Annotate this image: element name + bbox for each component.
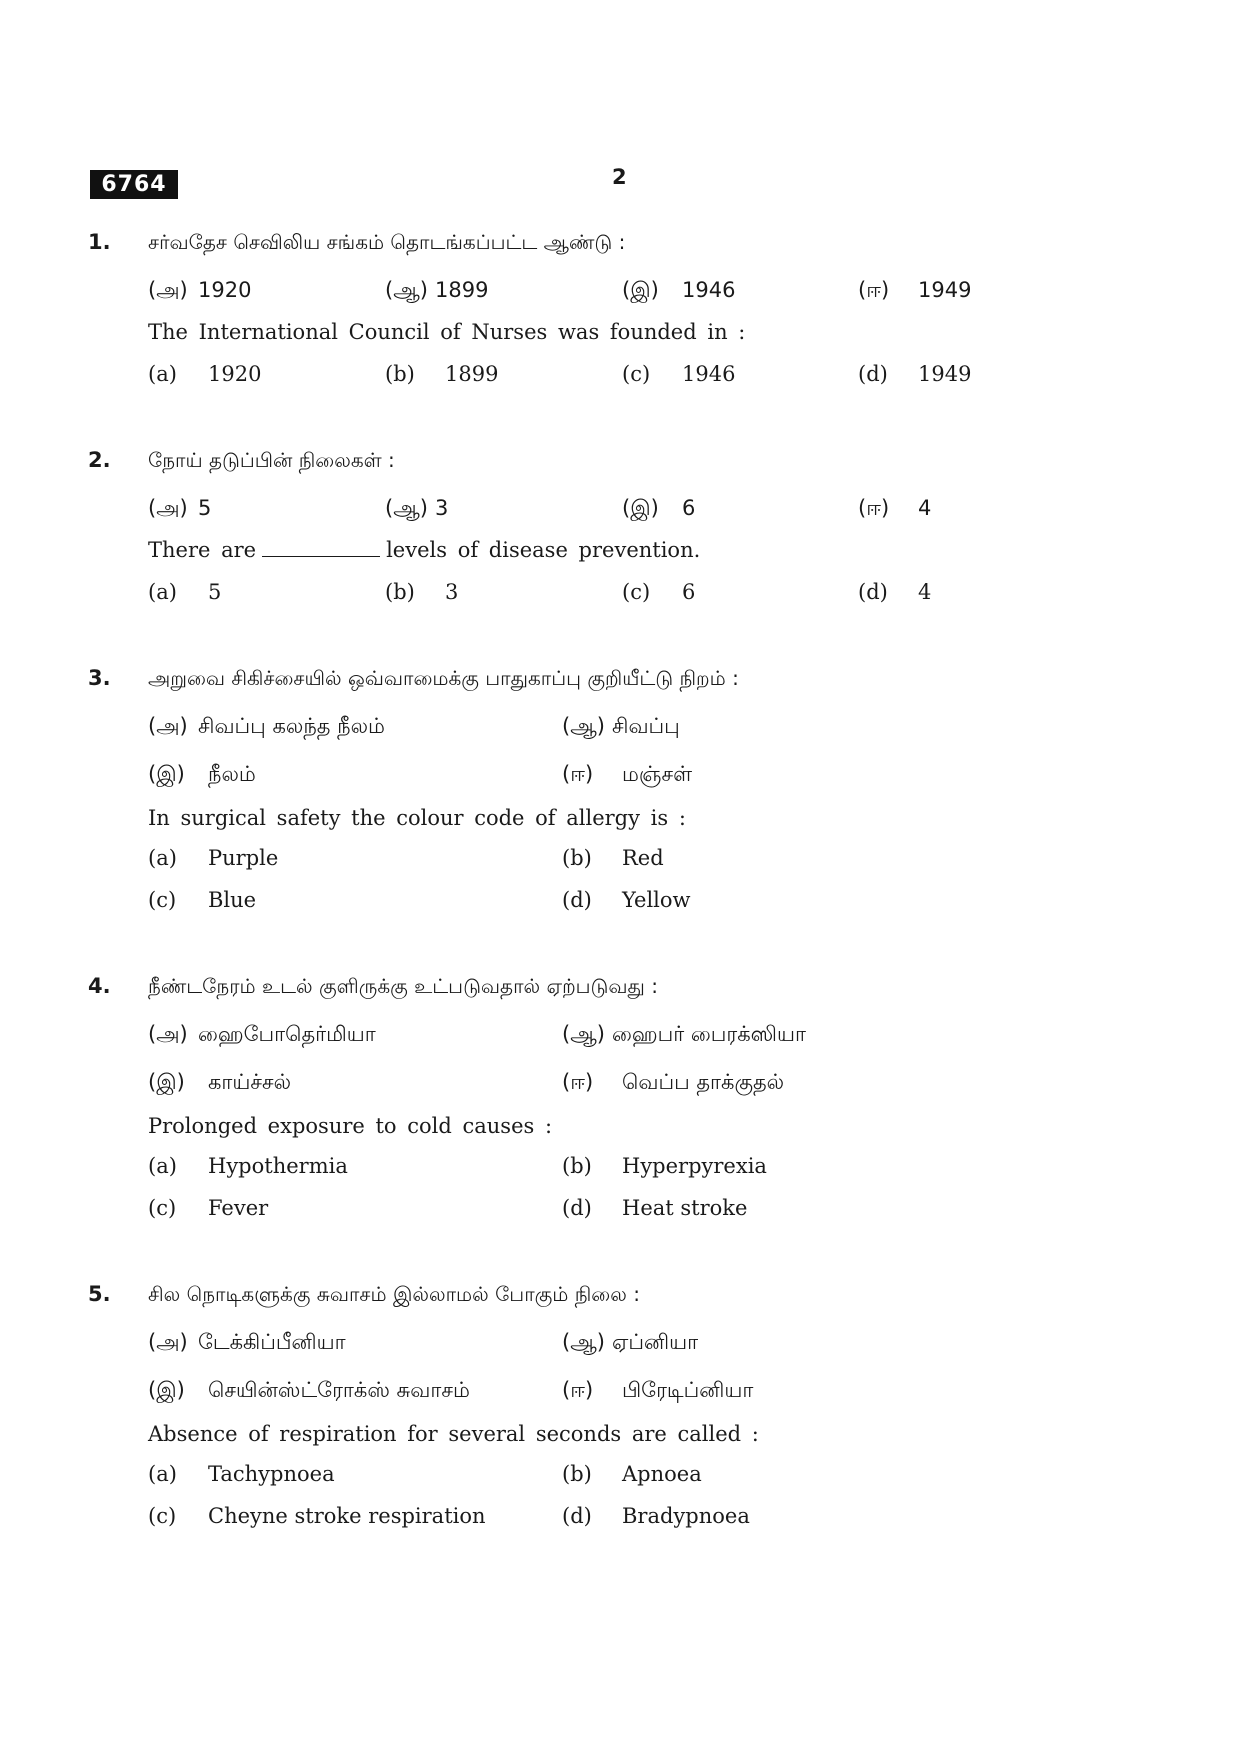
tamil-option-d: (ஈ) மஞ்சள் bbox=[562, 762, 693, 786]
tamil-option-c: (இ) காய்ச்சல் bbox=[148, 1070, 292, 1094]
tamil-option-c: (இ) நீலம் bbox=[148, 762, 256, 786]
option-c: (c) Blue bbox=[148, 888, 257, 912]
question-english-stem: Prolonged exposure to cold causes : bbox=[148, 1114, 553, 1138]
question-tamil-stem: நோய் தடுப்பின் நிலைகள் : bbox=[148, 448, 395, 472]
tamil-option-a: (அ) 5 bbox=[148, 496, 212, 520]
option-a: (a) 1920 bbox=[148, 362, 262, 386]
paper-code: 6764 bbox=[90, 170, 178, 199]
tamil-option-a: (அ) ஹைபோதெர்மியா bbox=[148, 1022, 376, 1046]
question-tamil-stem: சில நொடிகளுக்கு சுவாசம் இல்லாமல் போகும் நிலை : bbox=[148, 1282, 640, 1306]
tamil-option-c: (இ) 1946 bbox=[622, 278, 736, 302]
option-a: (a) Tachypnoea bbox=[148, 1462, 335, 1486]
question-number: 3. bbox=[88, 666, 111, 690]
option-b: (b) Apnoea bbox=[562, 1462, 702, 1486]
tamil-option-b: (ஆ) ஹைபர் பைரக்ஸியா bbox=[562, 1022, 806, 1046]
tamil-option-d: (ஈ) 4 bbox=[858, 496, 932, 520]
question-number: 5. bbox=[88, 1282, 111, 1306]
option-a: (a) Hypothermia bbox=[148, 1154, 348, 1178]
tamil-option-d: (ஈ) 1949 bbox=[858, 278, 972, 302]
tamil-option-c: (இ) 6 bbox=[622, 496, 696, 520]
tamil-option-d: (ஈ) பிரேடிப்னியா bbox=[562, 1378, 754, 1402]
option-a: (a) Purple bbox=[148, 846, 279, 870]
tamil-option-d: (ஈ) வெப்ப தாக்குதல் bbox=[562, 1070, 785, 1094]
option-b: (b) 1899 bbox=[385, 362, 499, 386]
page-number: 2 bbox=[612, 165, 627, 189]
question-english-stem: Absence of respiration for several seconds are called : bbox=[148, 1422, 759, 1446]
tamil-option-b: (ஆ) 3 bbox=[385, 496, 449, 520]
question-number: 1. bbox=[88, 230, 111, 254]
option-a: (a) 5 bbox=[148, 580, 222, 604]
option-d: (d) Bradypnoea bbox=[562, 1504, 750, 1528]
question-english-stem: There are levels of disease prevention. bbox=[148, 538, 701, 562]
option-b: (b) 3 bbox=[385, 580, 459, 604]
question-english-stem: The International Council of Nurses was founded in : bbox=[148, 320, 746, 344]
question-tamil-stem: நீண்டநேரம் உடல் குளிருக்கு உட்படுவதால் ஏற்படுவது : bbox=[148, 974, 658, 998]
option-d: (d) Heat stroke bbox=[562, 1196, 748, 1220]
option-c: (c) 6 bbox=[622, 580, 696, 604]
tamil-option-b: (ஆ) சிவப்பு bbox=[562, 714, 680, 738]
tamil-option-a: (அ) சிவப்பு கலந்த நீலம் bbox=[148, 714, 385, 738]
option-d: (d) Yellow bbox=[562, 888, 691, 912]
tamil-option-c: (இ) செயின்ஸ்ட்ரோக்ஸ் சுவாசம் bbox=[148, 1378, 470, 1402]
option-d: (d) 4 bbox=[858, 580, 932, 604]
tamil-option-a: (அ) டேக்கிப்பீனியா bbox=[148, 1330, 346, 1354]
option-b: (b) Red bbox=[562, 846, 664, 870]
option-b: (b) Hyperpyrexia bbox=[562, 1154, 767, 1178]
question-number: 4. bbox=[88, 974, 111, 998]
option-c: (c) 1946 bbox=[622, 362, 736, 386]
option-c: (c) Cheyne stroke respiration bbox=[148, 1504, 486, 1528]
question-tamil-stem: அறுவை சிகிச்சையில் ஒவ்வாமைக்கு பாதுகாப்பு குறியீட்டு நிறம் : bbox=[148, 666, 739, 690]
option-c: (c) Fever bbox=[148, 1196, 269, 1220]
tamil-option-a: (அ) 1920 bbox=[148, 278, 252, 302]
fill-in-blank bbox=[262, 538, 380, 557]
tamil-option-b: (ஆ) 1899 bbox=[385, 278, 489, 302]
question-tamil-stem: சர்வதேச செவிலிய சங்கம் தொடங்கப்பட்ட ஆண்டு : bbox=[148, 230, 626, 254]
question-english-stem: In surgical safety the colour code of allergy is : bbox=[148, 806, 686, 830]
tamil-option-b: (ஆ) ஏப்னியா bbox=[562, 1330, 699, 1354]
option-d: (d) 1949 bbox=[858, 362, 972, 386]
question-number: 2. bbox=[88, 448, 111, 472]
